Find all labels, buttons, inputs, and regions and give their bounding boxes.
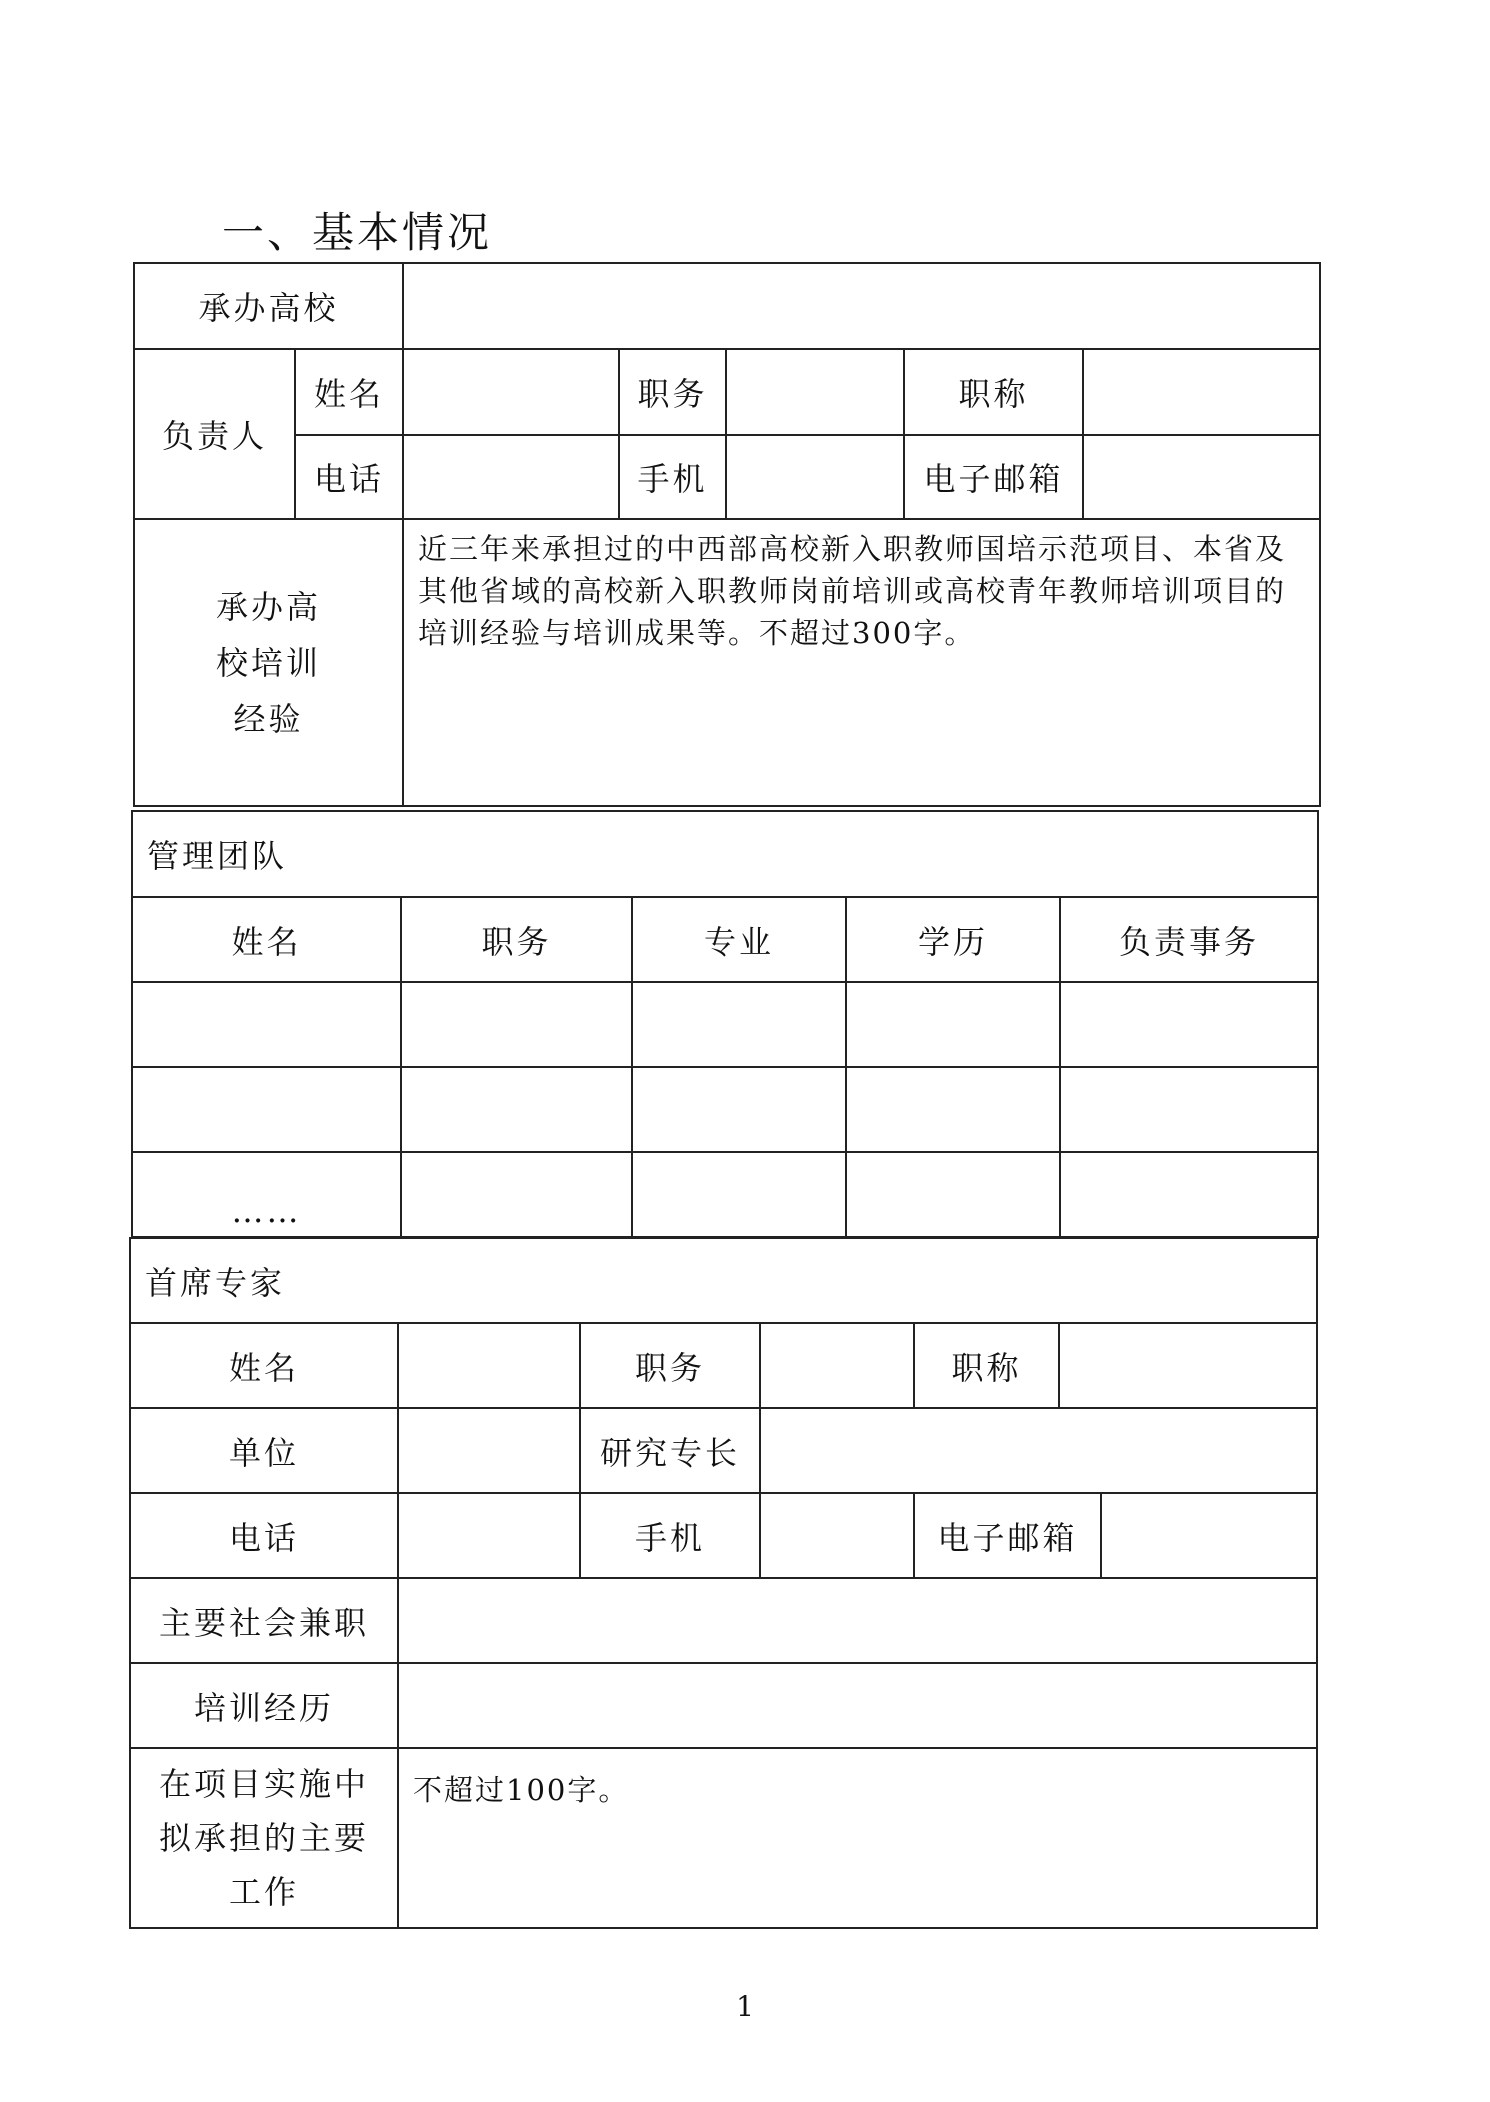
- leader-email-label: 电子邮箱: [904, 435, 1083, 519]
- cell[interactable]: [1060, 1152, 1318, 1237]
- leader-label: 负责人: [134, 349, 295, 519]
- expert-unit-label: 单位: [130, 1408, 398, 1493]
- header-education: 学历: [846, 897, 1060, 982]
- header-name: 姓名: [132, 897, 401, 982]
- social-positions-label: 主要社会兼职: [130, 1578, 398, 1663]
- cell[interactable]: [846, 982, 1060, 1067]
- cell[interactable]: [1060, 1067, 1318, 1152]
- leader-position-label: 职务: [619, 349, 726, 435]
- management-team-table: [131, 810, 1319, 1238]
- main-work-label: 在项目实施中 拟承担的主要 工作: [130, 1748, 398, 1928]
- training-experience-field[interactable]: 近三年来承担过的中西部高校新入职教师国培示范项目、本省及其他省域的高校新入职教师岗前培训或高校青年教师培训项目的培训经验与培训成果等。不超过300字。: [403, 519, 1320, 806]
- social-positions-field[interactable]: [398, 1578, 1317, 1663]
- leader-phone-label: 电话: [295, 435, 403, 519]
- main-work-field[interactable]: 不超过100字。: [398, 1748, 1317, 1928]
- expert-phone-field[interactable]: [398, 1493, 580, 1578]
- expert-title-field[interactable]: [1060, 1324, 1316, 1407]
- leader-name-label: 姓名: [295, 349, 403, 435]
- chief-expert-title: 首席专家: [130, 1238, 1317, 1323]
- cell[interactable]: [1060, 982, 1318, 1067]
- table-row: [132, 1067, 1318, 1152]
- page-number: 1: [736, 1990, 754, 2023]
- header-position: 职务: [401, 897, 632, 982]
- header-major: 专业: [632, 897, 846, 982]
- expert-email-label: 电子邮箱: [915, 1494, 1102, 1577]
- expert-mobile-field[interactable]: [760, 1493, 914, 1578]
- leader-mobile-field[interactable]: [726, 435, 904, 519]
- expert-title-group: [914, 1323, 1317, 1408]
- training-history-label: 培训经历: [130, 1663, 398, 1748]
- leader-name-field[interactable]: [403, 349, 619, 435]
- cell[interactable]: [846, 1067, 1060, 1152]
- section-heading: 一、基本情况: [222, 208, 493, 257]
- cell[interactable]: [132, 1067, 401, 1152]
- table-row: [132, 1152, 1318, 1237]
- cell[interactable]: [401, 982, 632, 1067]
- host-university-label: 承办高校: [134, 263, 403, 349]
- table-row: [132, 982, 1318, 1067]
- cell[interactable]: [401, 1067, 632, 1152]
- ellipsis-cell: ……: [132, 1152, 401, 1237]
- chief-expert-table: [129, 1237, 1318, 1929]
- expert-position-label: 职务: [580, 1323, 760, 1408]
- expert-research-label: 研究专长: [580, 1408, 760, 1493]
- cell[interactable]: [632, 982, 846, 1067]
- expert-email-group: [914, 1493, 1317, 1578]
- cell[interactable]: [132, 982, 401, 1067]
- expert-email-field[interactable]: [1102, 1494, 1316, 1577]
- host-university-field[interactable]: [403, 263, 1320, 349]
- training-history-field[interactable]: [398, 1663, 1317, 1748]
- expert-name-field[interactable]: [398, 1323, 580, 1408]
- expert-unit-field[interactable]: [398, 1408, 580, 1493]
- cell[interactable]: [401, 1152, 632, 1237]
- basic-info-table: [133, 262, 1321, 807]
- cell[interactable]: [846, 1152, 1060, 1237]
- cell[interactable]: [632, 1067, 846, 1152]
- leader-phone-field[interactable]: [403, 435, 619, 519]
- expert-mobile-label: 手机: [580, 1493, 760, 1578]
- expert-name-label: 姓名: [130, 1323, 398, 1408]
- expert-title-label: 职称: [915, 1324, 1060, 1407]
- management-team-title: 管理团队: [132, 811, 1318, 897]
- training-experience-label: 承办高 校培训 经验: [134, 519, 403, 806]
- header-responsibility: 负责事务: [1060, 897, 1318, 982]
- expert-position-field[interactable]: [760, 1323, 914, 1408]
- leader-title-label: 职称: [904, 349, 1083, 435]
- expert-phone-label: 电话: [130, 1493, 398, 1578]
- leader-mobile-label: 手机: [619, 435, 726, 519]
- expert-research-field[interactable]: [760, 1408, 1317, 1493]
- leader-email-field[interactable]: [1083, 435, 1320, 519]
- leader-position-field[interactable]: [726, 349, 904, 435]
- cell[interactable]: [632, 1152, 846, 1237]
- leader-title-field[interactable]: [1083, 349, 1320, 435]
